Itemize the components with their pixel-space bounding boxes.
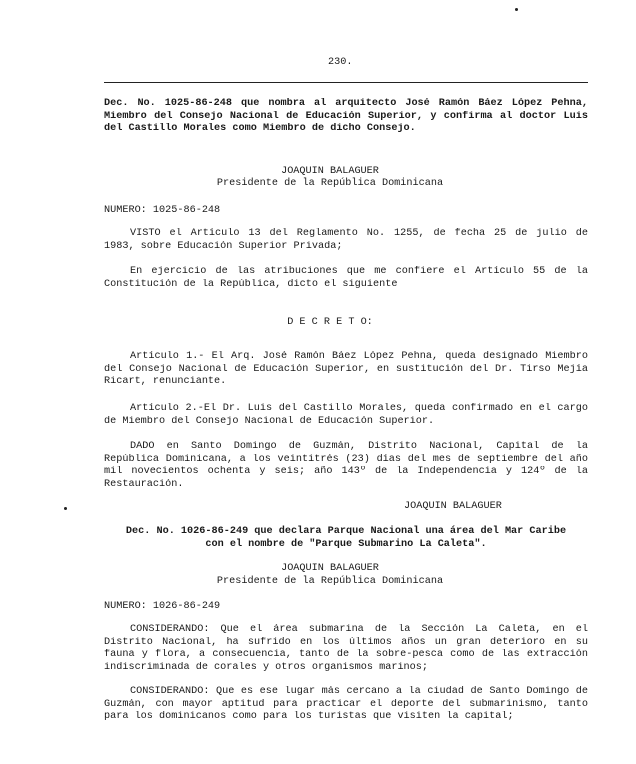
decree2-heading [104,526,588,551]
decree1-ejercicio [104,266,588,291]
decree1-heading-line: del Castillo Morales como Miembro de dicho Consejo. [104,123,416,135]
decree2-considerando2-line: para los dominicanos como para los turistas que visiten la capital; [104,711,514,723]
decree1-numero: NUMERO: 1025-86-248 [104,205,221,216]
decree1-ejercicio-line: En ejercicio de las atribuciones que me confiere el Artículo 55 de la [130,266,588,277]
decree1-articulo2-line: de Miembro del Consejo Nacional de Educación Superior. [104,415,435,427]
decree2-considerando2-line: Guzmán, con mayor aptitud para practicar el deporte del submarinismo, tanto [104,698,588,710]
decree1-dado-line: mil novecientos ochenta y seis; año 143º de la Independencia y 124º de la [104,466,588,478]
decree2-considerando2-line: CONSIDERANDO: Que es ese lugar más cercano a la ciudad de Santo Domingo de [130,686,588,697]
decree2-considerando2 [104,686,588,724]
scan-speck [64,507,67,510]
decree1-dado-line: DADO en Santo Domingo de Guzmán, Distrito Nacional, Capital de la [130,441,588,452]
decree2-considerando1-line: fauna y flora, a consecuencia, tanto de la sobre-pesca como de las extracción [104,649,588,661]
decree1-articulo2 [104,403,588,428]
decree1-heading-line: Miembro del Consejo Nacional de Educación Superior, y confirma al doctor Luis [104,110,588,122]
decreto-heading: D E C R E T O: [287,317,373,328]
scan-speck [515,8,518,11]
decree2-considerando1-line: indiscriminada de corales y otros organismos marinos; [104,661,429,673]
decree1-visto [104,228,588,253]
decree2-considerando1-line: Distrito Nacional, ha sufrido en los últimos años un gran deterioro en su [104,636,588,648]
decree1-ejercicio-line: Constitución de la República, dicto el siguiente [104,278,398,290]
decree1-visto-line: VISTO el Artículo 13 del Reglamento No. 1255, de fecha 25 de julio de [130,228,588,239]
decree1-dado-line: Restauración. [104,478,184,490]
decree1-articulo1-line: del Consejo Nacional de Educación Superior, en sustitución del Dr. Tirso Mejía [104,363,588,375]
decree2-heading-line: con el nombre de "Parque Submarino La Caleta". [205,538,487,550]
decree1-heading-line: Dec. No. 1025-86-248 que nombra al arquitecto José Ramón Báez López Pehna, [104,98,588,109]
decree2-considerando1-line: CONSIDERANDO: Que el área submarina de la Sección La Caleta, en el [130,624,588,635]
decree1-signatory-name: JOAQUIN BALAGUER [281,166,379,177]
decree1-signature: JOAQUIN BALAGUER [404,501,502,512]
header-rule [104,82,588,83]
decree2-signatory-name: JOAQUIN BALAGUER [281,563,379,574]
decree2-numero: NUMERO: 1026-86-249 [104,601,221,612]
page-number: 230. [328,57,353,68]
decree2-considerando1 [104,624,588,674]
decree2-heading-line: Dec. No. 1026-86-249 que declara Parque Nacional una área del Mar Caribe [125,526,567,537]
decree1-dado [104,441,588,491]
decree1-articulo1 [104,351,588,389]
decree1-dado-line: República Dominicana, a los veintitrés (23) días del mes de septiembre del año [104,453,588,465]
decree1-heading [104,98,588,136]
decree2-signatory-title: Presidente de la República Dominicana [216,576,444,587]
decree1-articulo1-line: Artículo 1.- El Arq. José Ramón Báez López Pehna, queda designado Miembro [130,351,588,362]
decree1-articulo1-line: Ricart, renunciante. [104,376,227,388]
decree1-articulo2-line: Artículo 2.-El Dr. Luis del Castillo Morales, queda confirmado en el cargo [130,403,588,414]
decree1-signatory-title: Presidente de la República Dominicana [216,178,444,189]
decree1-visto-line: 1983, sobre Educación Superior Privada; [104,240,343,252]
